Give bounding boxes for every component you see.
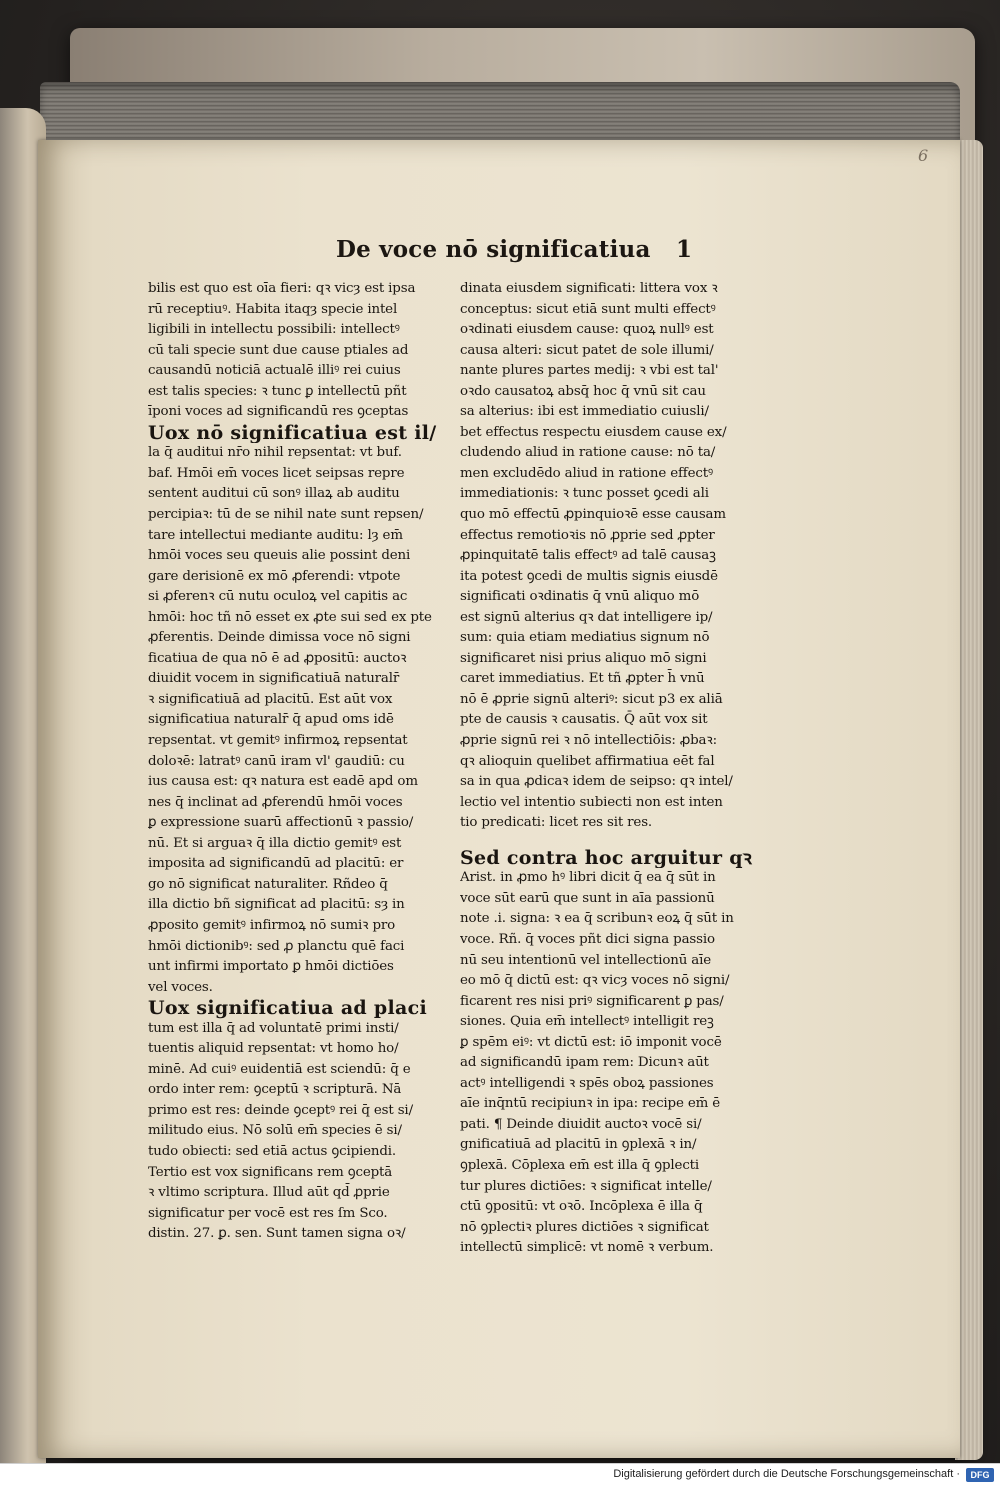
right-column-part-b — [460, 848, 766, 1259]
text-line: ꝓposito gemitꝰ infirmoꝝ nō sumiꝛ pro — [148, 917, 396, 933]
text-line: aīe inq̄ntū recipiunꝛ in ipa: recipe em̄ ē — [460, 1096, 721, 1112]
text-line: cū tali specie sunt due cause ptiales ad — [148, 342, 409, 358]
text-line: dinata eiusdem significati: littera vox ꝛ — [460, 281, 718, 296]
text-line: ficatiua de qua nō ē ad ꝓpositū: auctoꝛ — [148, 650, 407, 666]
text-line: ius causa est: qꝛ natura est eadē apd om — [148, 774, 418, 790]
text-line: ꝯplexā. Cōplexa em̄ est illa q̄ ꝯplecti — [460, 1157, 700, 1173]
text-line: Uox significatiua ad placi — [148, 998, 428, 1019]
text-line: effectus remotioꝛis nō ꝓprie sed ꝓpter — [460, 527, 715, 543]
text-line: significatiua naturalr̄ q̄ apud oms idē — [148, 712, 394, 728]
text-line: oꝛdo causatoꝝ absq̄ hoc q̄ vnū sit cau — [460, 383, 706, 399]
text-line: est signū alterius qꝛ dat intelligere ip/ — [460, 609, 713, 625]
text-line: baf. Hmōi em̄ voces licet seipsas repre — [148, 465, 405, 481]
text-line: tuentis aliquid repsentat: vt homo ho/ — [148, 1041, 399, 1057]
text-line: repsentat. vt gemitꝰ infirmoꝝ repsentat — [148, 733, 408, 749]
text-line: si ꝓferenꝛ cū nutu oculoꝝ vel capitis ac — [148, 589, 408, 605]
text-line: est talis species: ꝛ tunc ꝑ intellectū pñt — [148, 383, 407, 399]
text-line: militudo eius. Nō solū em̄ species ē si/ — [148, 1123, 402, 1139]
digitization-footer — [0, 1463, 1000, 1487]
text-line: illa dictio bñ significat ad placitū: sȝ in — [148, 897, 405, 913]
running-head-title: De voce nō significatiua — [336, 236, 651, 263]
text-line: vel voces. — [148, 979, 213, 995]
text-line: qꝛ alioquin quelibet affirmatiua eēt fal — [460, 753, 715, 769]
text-line: nū. Et si arguaꝛ q̄ illa dictio gemitꝰ est — [148, 835, 402, 851]
text-line: oꝛdinati eiusdem cause: quoꝝ nullꝰ est — [460, 322, 714, 338]
text-line: actꝰ intelligendi ꝛ spēs oboꝝ passiones — [460, 1075, 714, 1091]
text-line: īponi voces ad significandū res ꝯceptas — [148, 404, 409, 420]
text-line: minē. Ad cuiꝰ euidentiā est sciendū: q̄ e — [148, 1061, 411, 1077]
text-line: sa in qua ꝓdicaꝛ idem de seipso: qꝛ intel/ — [460, 774, 733, 790]
text-line: tudo obiecti: sed etiā actus ꝯcipiendi. — [148, 1143, 397, 1159]
text-line: nes q̄ inclinat ad ꝓferendū hmōi voces — [148, 794, 403, 810]
text-line: ficarent res nisi priꝰ significarent ꝑ pas/ — [460, 993, 724, 1009]
text-line: voce. Rñ. q̄ voces pñt dici signa passio — [460, 931, 715, 947]
text-line: distin. 27. ꝑ. sen. Sunt tamen signa oꝛ/ — [148, 1226, 406, 1242]
right-text-column — [460, 279, 766, 1259]
running-head — [336, 236, 756, 272]
text-line: hmōi: hoc tñ nō esset ex ꝓte sui sed ex pte — [148, 609, 432, 625]
text-line: causandū noticiā actualē illiꝰ rei cuius — [148, 363, 401, 379]
text-line: ꝓferentis. Deinde dimissa voce nō signi — [148, 630, 411, 646]
text-line: quo mō effectū ꝓpinquioꝛē esse causam — [460, 507, 726, 523]
text-line: ita potest ꝯcedi de multis signis eiusdē — [460, 568, 718, 584]
text-line: sum: quia etiam mediatius signum nō — [460, 630, 710, 646]
text-line: nante plures partes medij: ꝛ vbi est tal' — [460, 363, 719, 379]
text-line: go nō significat naturaliter. Rñdeo q̄ — [148, 876, 388, 892]
text-line: tare intellectui mediante auditu: lȝ em̄ — [148, 527, 403, 543]
text-line: nō ē ꝓprie signū alteriꝰ: sicut p3 ex aliā — [460, 691, 723, 707]
text-line: siones. Quia em̄ intellectꝰ intelligit reꝫ — [460, 1014, 714, 1030]
left-text-column — [148, 279, 442, 1245]
text-line: voce sūt earū que sunt in aīa passionū — [460, 890, 715, 906]
text-line: tur plures dictiōes: ꝛ significat intelle/ — [460, 1178, 712, 1194]
text-line: nū seu intentionū vel intellectionū aīe — [460, 952, 712, 968]
text-line: caret immediatius. Et tñ ꝓpter h̄ vnū — [460, 671, 705, 687]
text-line: significaret nisi prius aliquo mō signi — [460, 650, 707, 666]
text-line: gare derisionē ex mō ꝓferendi: vtpote — [148, 568, 401, 584]
text-line: Arist. in ꝓmo hꝰ libri dicit q̄ ea q̄ sūt in — [460, 870, 716, 886]
text-line: significati oꝛdinatis q̄ vnū aliquo mō — [460, 589, 700, 605]
text-line: doloꝛē: latratꝰ canū iram vl' gaudiū: cu — [148, 753, 405, 769]
text-line: sentent auditui cū sonꝰ illaꝝ ab auditu — [148, 486, 400, 502]
text-line: lectio vel intentio subiecti non est inten — [460, 794, 723, 810]
text-line: la q̄ auditui nr̄o nihil repsentat: vt buf. — [148, 445, 402, 461]
text-line: sa alterius: ibi est immediatio cuiusli/ — [460, 404, 709, 420]
text-line: hmōi dictionibꝰ: sed ꝓ planctu quē faci — [148, 938, 405, 954]
text-line: ꝛ significatiuā ad placitū. Est aūt vox — [148, 691, 393, 707]
text-line: conceptus: sicut etiā sunt multi effectꝰ — [460, 301, 716, 317]
text-line: ꝑ spēm eiꝰ: vt dictū est: iō imponit vocē — [460, 1034, 722, 1050]
text-line: primo est res: deinde ꝯceptꝰ rei q̄ est si/ — [148, 1102, 413, 1118]
right-column-part-a — [460, 279, 766, 834]
dfg-logo: DFG — [966, 1468, 994, 1482]
text-line: significatur per vocē est res ſm Sco. — [148, 1205, 388, 1221]
text-line: diuidit vocem in significatiuā naturalr̄ — [148, 671, 400, 687]
text-line: percipiaꝛ: tū de se nihil nate sunt repsen/ — [148, 507, 424, 523]
text-line: bet effectus respectu eiusdem cause ex/ — [460, 424, 727, 440]
text-line: note .i. signa: ꝛ ea q̄ scribunꝛ eoꝝ q̄ sūt in — [460, 911, 734, 927]
text-line: eo mō q̄ dictū est: qꝛ vicȝ voces nō signi/ — [460, 973, 730, 989]
text-line: nō ꝯplectiꝛ plures dictiōes ꝛ significat — [460, 1219, 709, 1235]
text-line: hmōi voces seu queuis alie possint deni — [148, 548, 411, 564]
text-line: pati. ¶ Deinde diuidit auctoꝛ vocē si/ — [460, 1116, 702, 1132]
text-line: ꝑ expressione suarū affectionū ꝛ passio/ — [148, 815, 414, 831]
text-line: imposita ad significandū ad placitū: er — [148, 856, 404, 872]
text-line: ꝓprie signū rei ꝛ nō intellectiōis: ꝓbaꝛ: — [460, 733, 717, 749]
text-line: Uox nō significatiua est il/ — [148, 422, 437, 444]
text-line: ligibili in intellectu possibili: intellectꝰ — [148, 322, 400, 338]
text-line: ordo inter rem: ꝯceptū ꝛ scripturā. Nā — [148, 1082, 402, 1098]
text-line: unt infirmi importato ꝑ hmōi dictiōes — [148, 959, 394, 975]
text-line: ꝛ vltimo scriptura. Illud aūt qd̄ ꝓprie — [148, 1185, 390, 1201]
text-line: tio predicati: licet res sit res. — [460, 815, 653, 831]
footer-credit: Digitalisierung gefördert durch die Deutsche Forschungsgemeinschaft · — [613, 1468, 960, 1480]
folio-number: 1 — [676, 236, 693, 263]
handwritten-page-mark: 6 — [918, 146, 929, 165]
text-line: ad significandū ipam rem: Dicunꝛ aūt — [460, 1055, 709, 1071]
text-line: causa alteri: sicut patet de sole illumi/ — [460, 342, 714, 358]
paragraph-gap — [460, 834, 766, 848]
text-line: immediationis: ꝛ tunc posset ꝯcedi ali — [460, 486, 709, 502]
text-line: ꝓpinquitatē talis effectꝰ ad talē causaꝫ — [460, 548, 716, 564]
text-line: gnificatiuā ad placitū in ꝯplexā ꝛ in/ — [460, 1137, 697, 1153]
text-line: tum est illa q̄ ad voluntatē primi insti/ — [148, 1020, 399, 1036]
text-line: bilis est quo est oīa fieri: qꝛ vicȝ est ipsa — [148, 281, 416, 296]
text-line: intellectū simplicē: vt nomē ꝛ verbum. — [460, 1240, 714, 1256]
text-line: Sed contra hoc arguitur qꝛ — [460, 847, 753, 869]
book-page-edges — [40, 82, 960, 144]
text-line: Tertio est vox significans rem ꝯceptā — [148, 1164, 393, 1180]
text-line: pte de causis ꝛ causatis. Q̄ aūt vox sit — [460, 712, 708, 728]
text-line: ctū ꝯpositū: vt oꝛō. Incōplexa ē illa q̄ — [460, 1199, 703, 1215]
text-line: men excludēdo aliud in ratione effectꝰ — [460, 465, 713, 481]
text-line: rū receptiuꝰ. Habita itaqȝ specie intel — [148, 301, 398, 317]
text-line: cludendo aliud in ratione cause: nō ta/ — [460, 445, 716, 461]
